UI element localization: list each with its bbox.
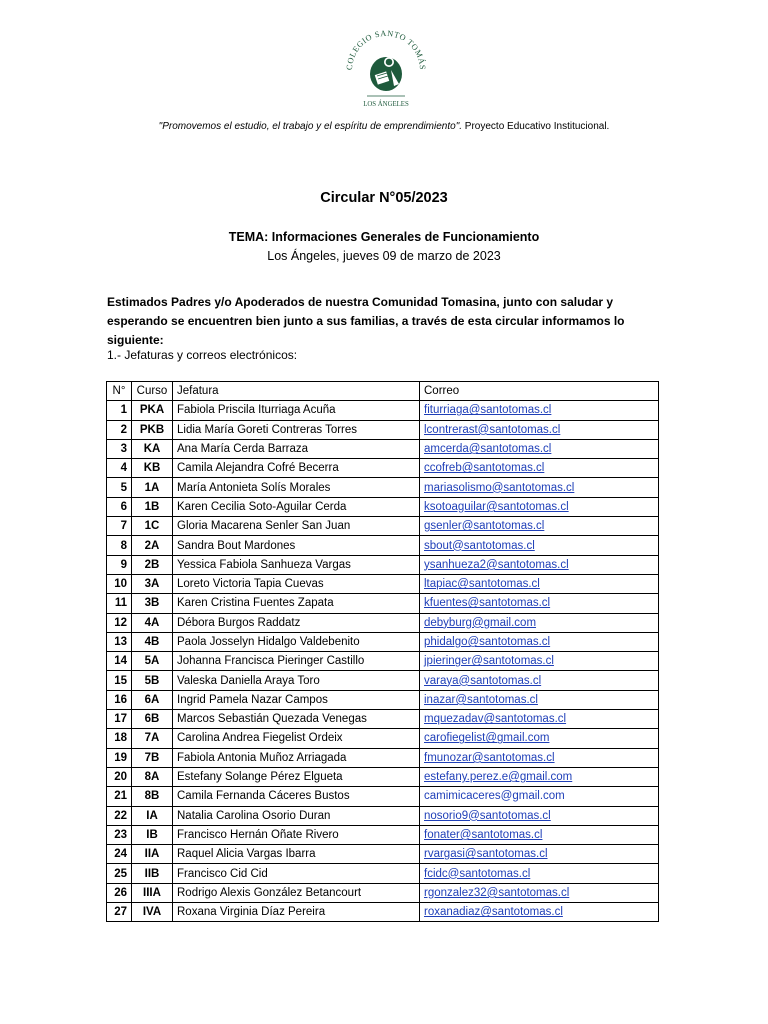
row-number-cell: 14 bbox=[107, 652, 132, 671]
row-teacher-cell: Natalia Carolina Osorio Duran bbox=[173, 806, 420, 825]
row-email-cell bbox=[420, 555, 659, 574]
table-row bbox=[107, 536, 659, 555]
row-number-cell: 2 bbox=[107, 420, 132, 439]
table-row bbox=[107, 806, 659, 825]
row-course-cell: 3B bbox=[132, 594, 173, 613]
email-link[interactable]: mariasolismo@santotomas.cl bbox=[424, 481, 575, 494]
row-teacher-cell: Rodrigo Alexis González Betancourt bbox=[173, 883, 420, 902]
row-number-cell: 25 bbox=[107, 864, 132, 883]
email-link[interactable]: rvargasi@santotomas.cl bbox=[424, 848, 548, 861]
row-number-cell: 1 bbox=[107, 401, 132, 420]
row-teacher-cell: Loreto Victoria Tapia Cuevas bbox=[173, 574, 420, 593]
row-course-cell: 6B bbox=[132, 710, 173, 729]
row-course-cell: KA bbox=[132, 439, 173, 458]
row-teacher-cell: Fabiola Priscila Iturriaga Acuña bbox=[173, 401, 420, 420]
row-teacher-cell: Karen Cristina Fuentes Zapata bbox=[173, 594, 420, 613]
row-number-cell: 6 bbox=[107, 497, 132, 516]
table-row bbox=[107, 767, 659, 786]
table-row bbox=[107, 613, 659, 632]
row-email-cell bbox=[420, 903, 659, 922]
table-row bbox=[107, 497, 659, 516]
row-email-cell bbox=[420, 517, 659, 536]
row-teacher-cell: Camila Alejandra Cofré Becerra bbox=[173, 459, 420, 478]
row-course-cell: 7A bbox=[132, 729, 173, 748]
row-email-cell bbox=[420, 767, 659, 786]
row-teacher-cell: Valeska Daniella Araya Toro bbox=[173, 671, 420, 690]
row-email-cell bbox=[420, 574, 659, 593]
email-link[interactable]: ccofreb@santotomas.cl bbox=[424, 462, 545, 475]
row-course-cell: 8B bbox=[132, 787, 173, 806]
circular-topic: TEMA: Informaciones Generales de Funcionamiento bbox=[228, 230, 540, 244]
row-number-cell: 15 bbox=[107, 671, 132, 690]
email-link[interactable]: roxanadiaz@santotomas.cl bbox=[424, 906, 563, 919]
school-logo bbox=[339, 20, 433, 108]
table-row bbox=[107, 729, 659, 748]
row-email-cell bbox=[420, 690, 659, 709]
row-teacher-cell: María Antonieta Solís Morales bbox=[173, 478, 420, 497]
header-teacher: Jefatura bbox=[173, 382, 420, 401]
email-link[interactable]: amcerda@santotomas.cl bbox=[424, 443, 552, 456]
row-number-cell: 9 bbox=[107, 555, 132, 574]
email-link[interactable]: ksotoaguilar@santotomas.cl bbox=[424, 500, 569, 513]
row-email-cell bbox=[420, 594, 659, 613]
row-email-cell bbox=[420, 632, 659, 651]
row-email-cell bbox=[420, 729, 659, 748]
row-course-cell: 5A bbox=[132, 652, 173, 671]
row-course-cell: IIB bbox=[132, 864, 173, 883]
table-row bbox=[107, 574, 659, 593]
row-course-cell: 1A bbox=[132, 478, 173, 497]
row-course-cell: 6A bbox=[132, 690, 173, 709]
row-course-cell: 7B bbox=[132, 748, 173, 767]
row-number-cell: 12 bbox=[107, 613, 132, 632]
row-number-cell: 10 bbox=[107, 574, 132, 593]
email-link[interactable]: phidalgo@santotomas.cl bbox=[424, 636, 551, 648]
row-course-cell: 4B bbox=[132, 632, 173, 651]
table-row bbox=[107, 864, 659, 883]
email-link[interactable]: rgonzalez32@santotomas.cl bbox=[424, 886, 570, 899]
table-row bbox=[107, 517, 659, 536]
row-course-cell: IVA bbox=[132, 903, 173, 922]
row-number-cell: 18 bbox=[107, 729, 132, 748]
table-row bbox=[107, 594, 659, 613]
table-row bbox=[107, 459, 659, 478]
row-email-cell bbox=[420, 806, 659, 825]
email-link[interactable]: carofiegelist@gmail.com bbox=[424, 732, 550, 745]
row-teacher-cell: Francisco Cid Cid bbox=[173, 864, 420, 883]
row-email-cell bbox=[420, 671, 659, 690]
homeroom-table bbox=[106, 381, 659, 922]
row-course-cell: 1B bbox=[132, 497, 173, 516]
email-link[interactable]: ysanhueza2@santotomas.cl bbox=[424, 558, 569, 571]
row-email-cell bbox=[420, 536, 659, 555]
email-link[interactable]: lcontrerast@santotomas.cl bbox=[424, 423, 561, 436]
row-teacher-cell: Johanna Francisca Pieringer Castillo bbox=[173, 652, 420, 671]
row-email-cell bbox=[420, 652, 659, 671]
table-row bbox=[107, 439, 659, 458]
row-email-cell bbox=[420, 401, 659, 420]
row-teacher-cell: Raquel Alicia Vargas Ibarra bbox=[173, 845, 420, 864]
row-course-cell: KB bbox=[132, 459, 173, 478]
row-email-cell bbox=[420, 883, 659, 902]
row-email-cell bbox=[420, 864, 659, 883]
table-row bbox=[107, 883, 659, 902]
row-teacher-cell: Fabiola Antonia Muñoz Arriagada bbox=[173, 748, 420, 767]
row-number-cell: 19 bbox=[107, 748, 132, 767]
table-row bbox=[107, 825, 659, 844]
table-row bbox=[107, 903, 659, 922]
header-email: Correo bbox=[420, 382, 659, 401]
email-link[interactable]: camimicaceres@gmail.com bbox=[424, 790, 565, 803]
row-teacher-cell: Camila Fernanda Cáceres Bustos bbox=[173, 787, 420, 806]
email-link[interactable]: fmunozar@santotomas.cl bbox=[424, 751, 555, 764]
email-link[interactable]: nosorio9@santotomas.cl bbox=[424, 809, 551, 822]
row-teacher-cell: Francisco Hernán Oñate Rivero bbox=[173, 825, 420, 844]
row-course-cell: 4A bbox=[132, 613, 173, 632]
row-number-cell: 23 bbox=[107, 825, 132, 844]
row-course-cell: IA bbox=[132, 806, 173, 825]
email-link[interactable]: fcidc@santotomas.cl bbox=[424, 867, 531, 880]
row-course-cell: IIA bbox=[132, 845, 173, 864]
row-course-cell: 1C bbox=[132, 517, 173, 536]
institutional-motto bbox=[0, 121, 768, 132]
header-number: N° bbox=[107, 382, 132, 401]
row-number-cell: 22 bbox=[107, 806, 132, 825]
row-course-cell: 2B bbox=[132, 555, 173, 574]
table-row bbox=[107, 652, 659, 671]
row-course-cell: 5B bbox=[132, 671, 173, 690]
email-link[interactable]: kfuentes@santotomas.cl bbox=[424, 597, 551, 610]
motto-source: Proyecto Educativo Institucional. bbox=[462, 121, 610, 132]
row-teacher-cell: Sandra Bout Mardones bbox=[173, 536, 420, 555]
row-course-cell: 3A bbox=[132, 574, 173, 593]
email-link[interactable]: ltapiac@santotomas.cl bbox=[424, 578, 540, 591]
row-teacher-cell: Carolina Andrea Fiegelist Ordeix bbox=[173, 729, 420, 748]
row-email-cell bbox=[420, 613, 659, 632]
row-teacher-cell: Karen Cecilia Soto-Aguilar Cerda bbox=[173, 497, 420, 516]
row-number-cell: 11 bbox=[107, 594, 132, 613]
circular-title: Circular N°05/2023 bbox=[320, 190, 448, 206]
row-course-cell: 8A bbox=[132, 767, 173, 786]
row-email-cell bbox=[420, 748, 659, 767]
row-number-cell: 7 bbox=[107, 517, 132, 536]
row-teacher-cell: Ana María Cerda Barraza bbox=[173, 439, 420, 458]
row-number-cell: 3 bbox=[107, 439, 132, 458]
row-teacher-cell: Gloria Macarena Senler San Juan bbox=[173, 517, 420, 536]
table-row bbox=[107, 748, 659, 767]
row-number-cell: 13 bbox=[107, 632, 132, 651]
row-teacher-cell: Paola Josselyn Hidalgo Valdebenito bbox=[173, 632, 420, 651]
row-teacher-cell: Ingrid Pamela Nazar Campos bbox=[173, 690, 420, 709]
row-email-cell bbox=[420, 825, 659, 844]
row-teacher-cell: Yessica Fabiola Sanhueza Vargas bbox=[173, 555, 420, 574]
email-link[interactable]: gsenler@santotomas.cl bbox=[424, 520, 545, 533]
circular-date: Los Ángeles, jueves 09 de marzo de 2023 bbox=[267, 249, 501, 263]
row-number-cell: 17 bbox=[107, 710, 132, 729]
row-number-cell: 16 bbox=[107, 690, 132, 709]
row-email-cell bbox=[420, 439, 659, 458]
row-number-cell: 24 bbox=[107, 845, 132, 864]
row-teacher-cell: Estefany Solange Pérez Elgueta bbox=[173, 767, 420, 786]
row-number-cell: 5 bbox=[107, 478, 132, 497]
row-teacher-cell: Roxana Virginia Díaz Pereira bbox=[173, 903, 420, 922]
email-link[interactable]: jpieringer@santotomas.cl bbox=[424, 655, 554, 668]
logo-arc-text: COLEGIO SANTO TOMÁS bbox=[344, 28, 428, 71]
emblem-icon bbox=[370, 57, 402, 91]
section-heading: 1.- Jefaturas y correos electrónicos: bbox=[107, 348, 298, 362]
motto-quote: "Promovemos el estudio, el trabajo y el espíritu de emprendimiento". bbox=[158, 121, 463, 132]
intro-paragraph: Estimados Padres y/o Apoderados de nuestra Comunidad Tomasina, junto con saludar y esperando se encuentren bien junto a sus familias, a través de esta circular informamos lo siguiente: bbox=[107, 295, 625, 347]
email-link[interactable]: debyburg@gmail.com bbox=[424, 616, 537, 629]
email-link[interactable]: sbout@santotomas.cl bbox=[424, 539, 535, 552]
row-number-cell: 8 bbox=[107, 536, 132, 555]
row-email-cell bbox=[420, 497, 659, 516]
row-course-cell: PKA bbox=[132, 401, 173, 420]
table-row bbox=[107, 555, 659, 574]
row-number-cell: 26 bbox=[107, 883, 132, 902]
email-link[interactable]: varaya@santotomas.cl bbox=[424, 674, 542, 687]
header-course: Curso bbox=[132, 382, 173, 401]
table-row bbox=[107, 478, 659, 497]
row-course-cell: 2A bbox=[132, 536, 173, 555]
row-email-cell bbox=[420, 845, 659, 864]
table-row bbox=[107, 420, 659, 439]
row-number-cell: 4 bbox=[107, 459, 132, 478]
table-row bbox=[107, 690, 659, 709]
row-email-cell bbox=[420, 420, 659, 439]
row-number-cell: 21 bbox=[107, 787, 132, 806]
row-course-cell: IB bbox=[132, 825, 173, 844]
table-row bbox=[107, 787, 659, 806]
row-email-cell bbox=[420, 710, 659, 729]
table-row bbox=[107, 845, 659, 864]
row-teacher-cell: Marcos Sebastián Quezada Venegas bbox=[173, 710, 420, 729]
row-teacher-cell: Lidia María Goreti Contreras Torres bbox=[173, 420, 420, 439]
row-number-cell: 20 bbox=[107, 767, 132, 786]
email-link[interactable]: inazar@santotomas.cl bbox=[424, 693, 538, 706]
email-link[interactable]: fonater@santotomas.cl bbox=[424, 828, 543, 841]
row-number-cell: 27 bbox=[107, 903, 132, 922]
table-header-row bbox=[107, 382, 659, 401]
row-course-cell: PKB bbox=[132, 420, 173, 439]
row-email-cell bbox=[420, 459, 659, 478]
email-link[interactable]: mquezadav@santotomas.cl bbox=[424, 713, 567, 726]
table-row bbox=[107, 710, 659, 729]
row-email-cell bbox=[420, 787, 659, 806]
table-row bbox=[107, 401, 659, 420]
logo-city-text: LOS ÁNGELES bbox=[363, 101, 409, 108]
row-email-cell bbox=[420, 478, 659, 497]
table-row bbox=[107, 671, 659, 690]
row-course-cell: IIIA bbox=[132, 883, 173, 902]
table-row bbox=[107, 632, 659, 651]
email-link[interactable]: fiturriaga@santotomas.cl bbox=[424, 404, 552, 417]
row-teacher-cell: Débora Burgos Raddatz bbox=[173, 613, 420, 632]
email-link[interactable]: estefany.perez.e@gmail.com bbox=[424, 771, 573, 784]
